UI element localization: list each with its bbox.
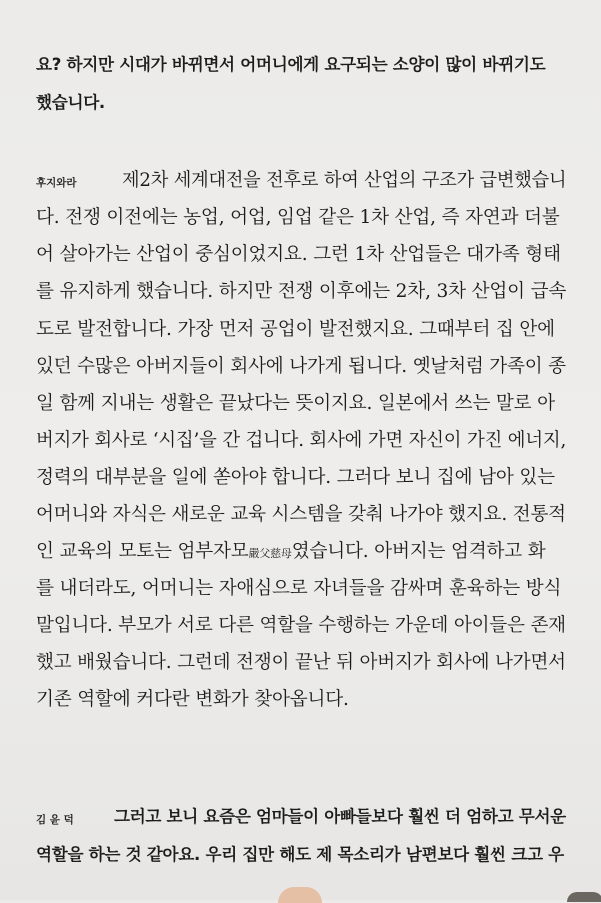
finger-shape xyxy=(278,887,322,903)
text-line: 했습니다. xyxy=(36,93,105,112)
text-segment: 였습니다. 아버지는 엄격하고 화 xyxy=(291,541,546,562)
text-line: 를 유지하게 했습니다. 하지만 전쟁 이후에는 2차, 3차 산업이 급속 xyxy=(36,281,567,302)
text-line: 버지가 회사로 ‘시집’을 간 겁니다. 회사에 가면 자신이 가진 에너지, xyxy=(36,430,567,451)
hanja-annotation: 嚴父慈母 xyxy=(248,547,292,560)
text-line: 를 내더라도, 어머니는 자애심으로 자녀들을 감싸며 훈육하는 방식 xyxy=(36,578,562,599)
text-line: 제2차 세계대전을 전후로 하여 산업의 구조가 급변했습니 xyxy=(122,170,567,191)
text-line: 했고 배웠습니다. 그런데 전쟁이 끝난 뒤 아버지가 회사에 나가면서 xyxy=(36,652,566,673)
text-line: 정력의 대부분을 일에 쏟아야 합니다. 그러다 보니 집에 남아 있는 xyxy=(36,467,555,488)
text-line: 그러고 보니 요즘은 엄마들이 아빠들보다 훨씬 더 엄하고 무서운 xyxy=(114,807,566,826)
dark-edge-shape xyxy=(567,892,601,902)
speaker-name: 후지와라 xyxy=(36,177,77,189)
text-line: 도로 발전합니다. 가장 먼저 공업이 발전했지요. 그때부터 집 안에 xyxy=(36,319,555,340)
text-line xyxy=(36,543,545,562)
text-line: 기존 역할에 커다란 변화가 찾아옵니다. xyxy=(36,689,349,710)
text-line: 있던 수많은 아버지들이 회사에 나가게 됩니다. 옛날처럼 가족이 종 xyxy=(36,356,566,377)
text-line: 말입니다. 부모가 서로 다른 역할을 수행하는 가운데 아이들은 존재 xyxy=(36,615,566,636)
text-segment: 인 교육의 모토는 엄부자모 xyxy=(36,541,249,562)
text-line: 어머니와 자식은 새로운 교육 시스템을 갖춰 나가야 했지요. 전통적 xyxy=(36,504,566,525)
text-line: 역할을 하는 것 같아요. 우리 집만 해도 제 목소리가 남편보다 훨씬 크고 우 xyxy=(36,845,564,864)
text-line: 요? 하지만 시대가 바뀌면서 어머니에게 요구되는 소양이 많이 바뀌기도 xyxy=(36,55,546,74)
speaker-name: 김 윤 덕 xyxy=(36,814,74,826)
text-line: 어 살아가는 산업이 중심이었지요. 그런 1차 산업들은 대가족 형태 xyxy=(36,244,561,265)
text-line: 일 함께 지내는 생활은 끝났다는 뜻이지요. 일본에서 쓰는 말로 아 xyxy=(36,393,555,414)
text-line: 다. 전쟁 이전에는 농업, 어업, 임업 같은 1차 산업, 즉 자연과 더불 xyxy=(36,207,560,228)
